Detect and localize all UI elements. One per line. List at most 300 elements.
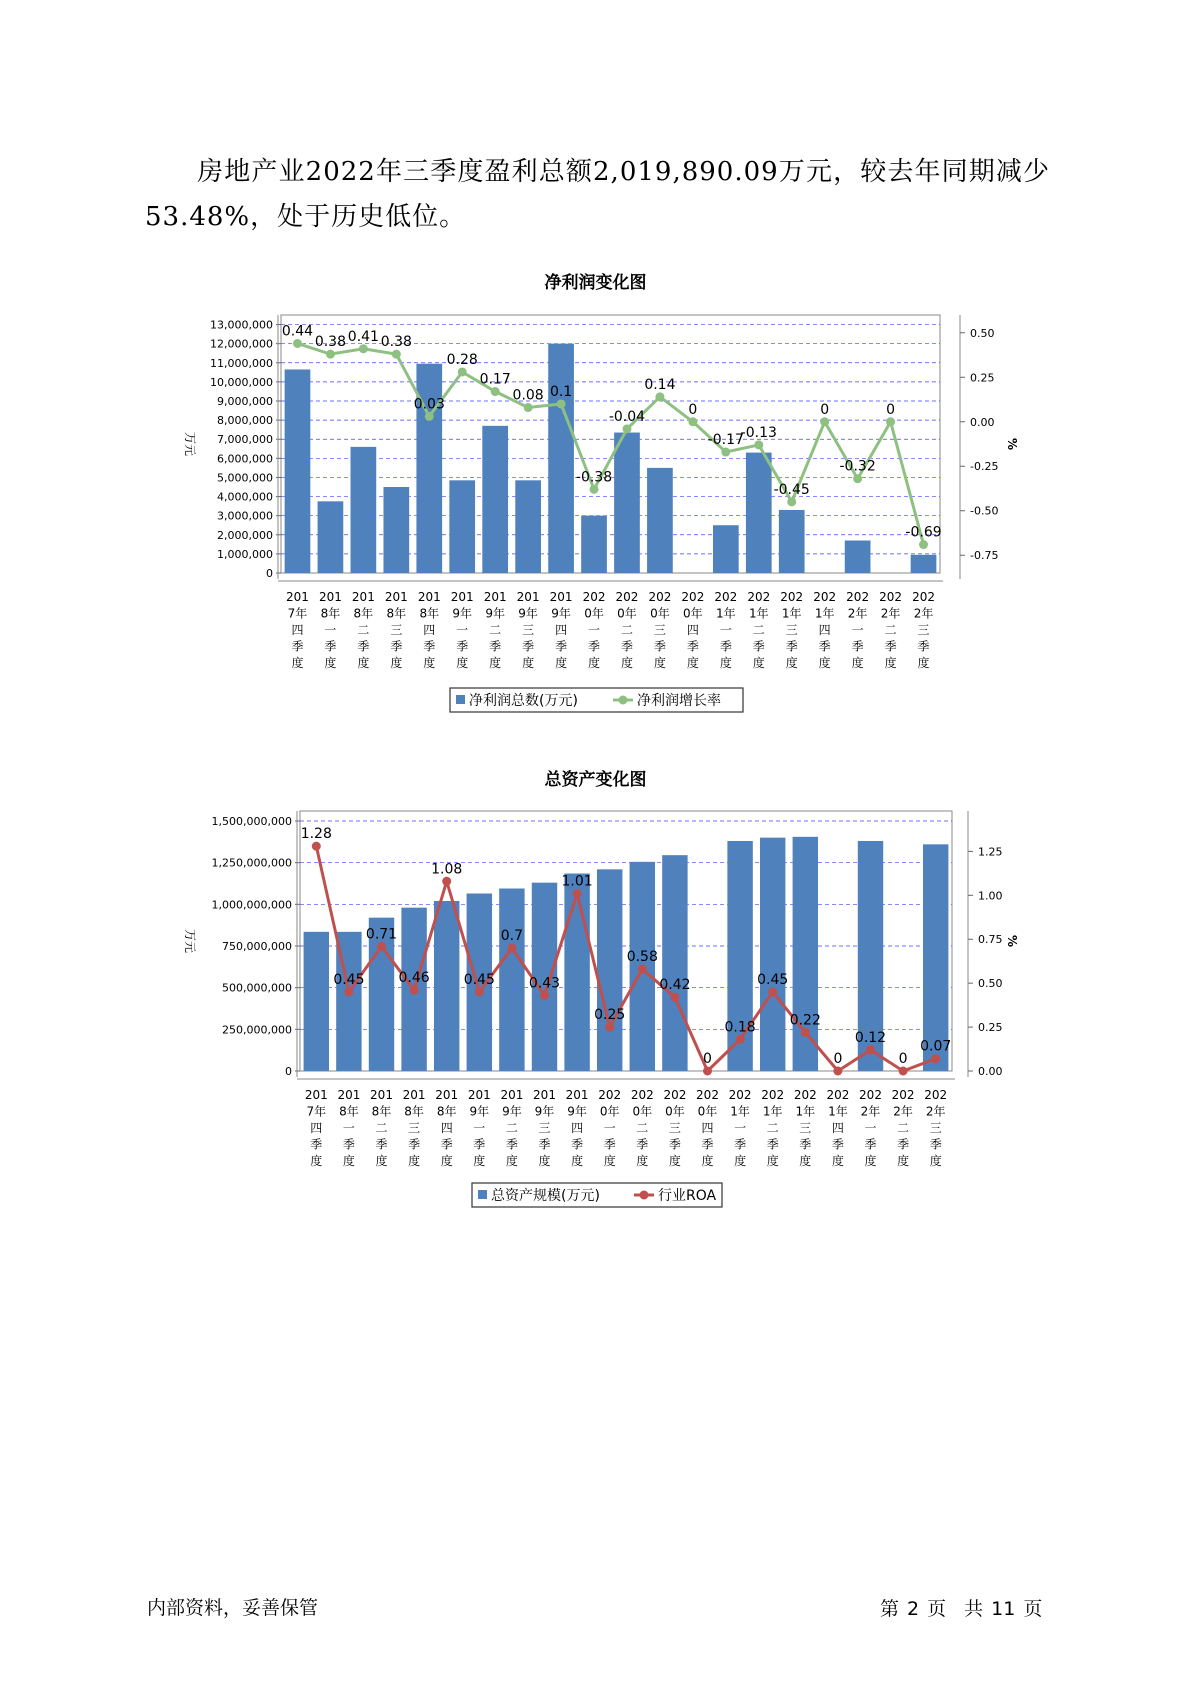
y2-tick-label: 0.25 bbox=[978, 1021, 1003, 1035]
net-profit-chart bbox=[0, 300, 1191, 740]
x-tick-label: 201 bbox=[318, 590, 342, 604]
x-tick-label: 季 bbox=[505, 1137, 518, 1152]
x-tick-label: 季 bbox=[734, 1137, 747, 1152]
data-label: 0.45 bbox=[333, 971, 365, 988]
x-tick-label: 202 bbox=[846, 590, 870, 604]
y2-tick-label: 0.50 bbox=[970, 326, 995, 340]
body-paragraph bbox=[145, 150, 1050, 240]
y2-tick-label: 0.00 bbox=[970, 415, 995, 429]
x-tick-label: 季 bbox=[538, 1137, 551, 1152]
x-tick-label: 度 bbox=[799, 1154, 812, 1168]
data-label: 0.45 bbox=[463, 971, 495, 988]
line-point bbox=[377, 942, 386, 951]
line-point bbox=[787, 497, 796, 506]
x-tick-label: 度 bbox=[636, 1154, 649, 1168]
x-tick-label: 四 bbox=[310, 1121, 323, 1135]
legend-line-marker bbox=[640, 1191, 649, 1200]
x-tick-label: 度 bbox=[324, 656, 337, 670]
bar bbox=[499, 889, 524, 1072]
bar bbox=[548, 344, 574, 573]
x-tick-label: 季 bbox=[818, 639, 831, 654]
data-label: 0.25 bbox=[594, 1007, 626, 1024]
legend-bar-label: 净利润总数(万元) bbox=[469, 693, 578, 709]
x-tick-label: 季 bbox=[929, 1137, 942, 1152]
x-tick-label: 季 bbox=[357, 639, 370, 654]
x-tick-label: 201 bbox=[435, 1088, 459, 1102]
x-tick-label: 2年 bbox=[925, 1104, 946, 1119]
x-tick-label: 季 bbox=[766, 1137, 779, 1152]
x-tick-label: 度 bbox=[719, 656, 732, 670]
x-tick-label: 三 bbox=[929, 1121, 942, 1135]
x-tick-label: 202 bbox=[879, 590, 903, 604]
y-tick-label: 7,000,000 bbox=[217, 433, 273, 447]
y2-tick-label: 0.00 bbox=[978, 1065, 1003, 1078]
x-tick-label: 1年 bbox=[828, 1104, 848, 1119]
x-tick-label: 季 bbox=[917, 639, 930, 654]
bar bbox=[911, 555, 937, 573]
x-tick-label: 度 bbox=[620, 656, 633, 670]
x-tick-label: 度 bbox=[375, 1154, 388, 1168]
line-point bbox=[721, 448, 730, 457]
x-tick-label: 季 bbox=[390, 639, 403, 654]
x-tick-label: 201 bbox=[384, 590, 408, 604]
x-tick-label: 季 bbox=[324, 639, 337, 654]
x-tick-label: 8年 bbox=[371, 1104, 392, 1119]
line-point bbox=[820, 417, 829, 426]
y-axis-title: 万元 bbox=[183, 928, 197, 954]
data-label: 0.18 bbox=[724, 1019, 756, 1036]
line-point bbox=[425, 412, 434, 421]
line-point bbox=[475, 987, 484, 996]
data-label: 0 bbox=[886, 401, 896, 418]
x-tick-label: 1年 bbox=[748, 606, 769, 621]
x-tick-label: 二 bbox=[752, 623, 765, 637]
x-tick-label: 8年 bbox=[404, 1104, 424, 1119]
x-tick-label: 201 bbox=[533, 1088, 556, 1102]
x-tick-label: 度 bbox=[423, 656, 436, 670]
x-tick-label: 度 bbox=[831, 1154, 844, 1168]
x-tick-label: 季 bbox=[653, 639, 666, 654]
data-label: 0.46 bbox=[398, 970, 430, 987]
x-tick-label: 2年 bbox=[893, 1104, 913, 1119]
bar bbox=[351, 447, 377, 573]
x-tick-label: 7年 bbox=[287, 606, 308, 621]
line-point bbox=[540, 991, 549, 1000]
x-tick-label: 度 bbox=[884, 656, 897, 670]
x-tick-label: 202 bbox=[714, 590, 738, 604]
x-tick-label: 度 bbox=[864, 1154, 877, 1168]
data-label: -0.13 bbox=[740, 424, 777, 441]
x-tick-label: 201 bbox=[337, 1088, 361, 1102]
bar bbox=[564, 874, 589, 1072]
y2-tick-label: 0.75 bbox=[978, 933, 1003, 947]
y-tick-label: 9,000,000 bbox=[217, 395, 273, 408]
bar bbox=[434, 901, 459, 1071]
x-tick-label: 季 bbox=[831, 1137, 844, 1152]
line-point bbox=[853, 474, 862, 483]
x-tick-label: 0年 bbox=[697, 1104, 718, 1119]
x-tick-label: 季 bbox=[799, 1137, 812, 1152]
y-tick-label: 13,000,000 bbox=[210, 318, 273, 332]
data-label: -0.32 bbox=[839, 458, 876, 475]
x-tick-label: 四 bbox=[440, 1121, 453, 1135]
y-tick-label: 6,000,000 bbox=[217, 452, 273, 466]
data-label: 0.08 bbox=[512, 387, 544, 404]
x-tick-label: 201 bbox=[304, 1088, 328, 1102]
y-tick-label: 750,000,000 bbox=[222, 940, 292, 953]
x-tick-label: 8年 bbox=[320, 606, 341, 621]
line-point bbox=[886, 417, 895, 426]
line-point bbox=[326, 350, 335, 359]
x-tick-label: 一 bbox=[851, 623, 864, 637]
y2-tick-label: -0.75 bbox=[970, 549, 999, 563]
data-label: -0.69 bbox=[905, 524, 942, 541]
legend-line-label: 行业ROA bbox=[658, 1188, 717, 1204]
x-tick-label: 202 bbox=[826, 1088, 850, 1102]
legend-bar-swatch bbox=[456, 695, 465, 704]
x-tick-label: 度 bbox=[752, 656, 765, 670]
x-tick-label: 三 bbox=[668, 1121, 681, 1135]
line-point bbox=[293, 339, 302, 348]
x-tick-label: 季 bbox=[864, 1137, 877, 1152]
x-tick-label: 季 bbox=[588, 639, 601, 654]
line-point bbox=[703, 1067, 712, 1076]
line-point bbox=[622, 424, 631, 433]
data-label: 0.28 bbox=[446, 351, 478, 368]
x-tick-label: 季 bbox=[489, 639, 502, 654]
x-tick-label: 202 bbox=[924, 1088, 948, 1102]
x-tick-label: 度 bbox=[818, 656, 831, 670]
bar bbox=[760, 838, 785, 1071]
x-tick-label: 0年 bbox=[599, 1104, 620, 1119]
x-tick-label: 9年 bbox=[551, 606, 571, 621]
x-tick-label: 季 bbox=[522, 639, 535, 654]
x-tick-label: 四 bbox=[571, 1121, 584, 1135]
x-tick-label: 度 bbox=[897, 1154, 910, 1168]
x-tick-label: 二 bbox=[489, 623, 502, 637]
x-tick-label: 度 bbox=[917, 656, 930, 670]
x-tick-label: 度 bbox=[929, 1154, 942, 1168]
line-point bbox=[573, 889, 582, 898]
x-tick-label: 202 bbox=[813, 590, 837, 604]
legend-bar-label: 总资产规模(万元) bbox=[491, 1188, 600, 1204]
x-tick-label: 8年 bbox=[419, 606, 440, 621]
line-point bbox=[866, 1045, 875, 1054]
x-tick-label: 度 bbox=[785, 656, 798, 670]
x-tick-label: 度 bbox=[440, 1154, 453, 1168]
x-tick-label: 四 bbox=[818, 623, 831, 637]
x-tick-label: 9年 bbox=[534, 1104, 555, 1119]
x-tick-label: 三 bbox=[538, 1121, 551, 1135]
x-tick-label: 二 bbox=[884, 623, 897, 637]
total-pages: 11 bbox=[991, 1598, 1016, 1620]
line-point bbox=[899, 1067, 908, 1076]
x-tick-label: 202 bbox=[630, 1088, 654, 1102]
x-tick-label: 季 bbox=[785, 639, 798, 654]
data-label: 0.44 bbox=[281, 323, 314, 340]
x-tick-label: 度 bbox=[851, 656, 864, 670]
x-tick-label: 三 bbox=[390, 623, 403, 637]
x-tick-label: 季 bbox=[342, 1137, 355, 1152]
y-tick-label: 8,000,000 bbox=[217, 414, 273, 428]
x-tick-label: 1年 bbox=[814, 606, 835, 621]
bar bbox=[647, 468, 673, 573]
x-tick-label: 9年 bbox=[567, 1104, 587, 1119]
plot-area bbox=[281, 315, 940, 573]
x-tick-label: 度 bbox=[686, 656, 699, 670]
data-label: 0.42 bbox=[659, 977, 691, 994]
data-label: 0.17 bbox=[479, 371, 511, 388]
line-point bbox=[736, 1035, 745, 1044]
y2-tick-label: 0.50 bbox=[978, 977, 1003, 991]
line-point bbox=[507, 944, 516, 953]
x-tick-label: 202 bbox=[912, 590, 935, 604]
x-tick-label: 度 bbox=[357, 656, 370, 670]
x-tick-label: 201 bbox=[516, 590, 540, 604]
x-tick-label: 202 bbox=[663, 1088, 687, 1102]
x-tick-label: 度 bbox=[588, 656, 601, 670]
x-tick-label: 度 bbox=[505, 1154, 518, 1168]
x-tick-label: 一 bbox=[734, 1121, 747, 1135]
x-tick-label: 9年 bbox=[518, 606, 538, 621]
x-tick-label: 三 bbox=[917, 623, 930, 637]
bar bbox=[383, 487, 409, 573]
x-tick-label: 三 bbox=[408, 1121, 421, 1135]
data-label: 0 bbox=[703, 1051, 712, 1067]
bar bbox=[845, 541, 871, 573]
x-tick-label: 0年 bbox=[650, 606, 670, 621]
bar bbox=[304, 932, 329, 1071]
x-tick-label: 2年 bbox=[860, 1104, 881, 1119]
x-tick-label: 季 bbox=[897, 1137, 910, 1152]
page-unit: 页 bbox=[927, 1598, 947, 1620]
x-tick-label: 8年 bbox=[436, 1104, 457, 1119]
x-tick-label: 8年 bbox=[386, 606, 407, 621]
x-tick-label: 季 bbox=[701, 1137, 714, 1152]
line-point bbox=[688, 417, 697, 426]
data-label: 0.45 bbox=[757, 971, 789, 988]
data-label: 0.12 bbox=[854, 1029, 887, 1046]
x-tick-label: 2年 bbox=[847, 606, 868, 621]
bar bbox=[581, 516, 607, 573]
x-tick-label: 201 bbox=[286, 590, 309, 604]
x-tick-label: 202 bbox=[696, 1088, 719, 1102]
bar bbox=[416, 364, 442, 573]
line-point bbox=[754, 440, 763, 449]
x-tick-label: 季 bbox=[884, 639, 897, 654]
x-tick-label: 季 bbox=[291, 639, 304, 654]
x-tick-label: 度 bbox=[538, 1154, 551, 1168]
line-point bbox=[312, 842, 321, 851]
data-label: 0.1 bbox=[549, 383, 573, 400]
x-tick-label: 1年 bbox=[781, 606, 802, 621]
x-tick-label: 202 bbox=[747, 590, 771, 604]
x-tick-label: 1年 bbox=[795, 1104, 816, 1119]
total-prefix: 共 bbox=[964, 1598, 984, 1620]
total-unit: 页 bbox=[1023, 1598, 1043, 1620]
bar bbox=[482, 426, 508, 573]
x-tick-label: 三 bbox=[522, 623, 535, 637]
line-point bbox=[931, 1054, 940, 1063]
footer-confidential-note: 内部资料，妥善保管 bbox=[147, 1597, 319, 1619]
x-tick-label: 四 bbox=[291, 623, 304, 637]
y-tick-label: 1,500,000,000 bbox=[211, 815, 292, 828]
x-tick-label: 度 bbox=[473, 1154, 486, 1168]
data-label: 0.7 bbox=[500, 928, 524, 945]
x-tick-label: 一 bbox=[719, 623, 732, 637]
x-tick-label: 201 bbox=[467, 1088, 491, 1102]
data-label: 1.08 bbox=[431, 861, 463, 878]
legend-line-marker bbox=[619, 696, 628, 705]
line-point bbox=[768, 987, 777, 996]
x-tick-label: 一 bbox=[864, 1121, 877, 1135]
x-tick-label: 二 bbox=[505, 1121, 518, 1135]
total-assets-chart bbox=[0, 795, 1191, 1235]
x-tick-label: 1年 bbox=[716, 606, 736, 621]
x-tick-label: 度 bbox=[408, 1154, 421, 1168]
y-tick-label: 1,250,000,000 bbox=[211, 856, 292, 870]
x-tick-label: 202 bbox=[648, 590, 672, 604]
x-tick-label: 二 bbox=[357, 623, 370, 637]
x-tick-label: 202 bbox=[761, 1088, 785, 1102]
x-tick-label: 度 bbox=[342, 1154, 355, 1168]
data-label: 0.38 bbox=[314, 334, 347, 351]
data-label: 1.01 bbox=[561, 873, 593, 890]
x-tick-label: 度 bbox=[456, 656, 469, 670]
x-tick-label: 9年 bbox=[452, 606, 473, 621]
x-tick-label: 季 bbox=[851, 639, 864, 654]
data-label: 0.43 bbox=[528, 975, 561, 992]
x-tick-label: 202 bbox=[681, 590, 705, 604]
line-point bbox=[670, 993, 679, 1002]
x-tick-label: 二 bbox=[620, 623, 633, 637]
bar bbox=[285, 369, 311, 573]
x-tick-label: 8年 bbox=[339, 1104, 359, 1119]
x-tick-label: 季 bbox=[408, 1137, 421, 1152]
line-point bbox=[638, 965, 647, 974]
x-tick-label: 度 bbox=[701, 1154, 714, 1168]
x-tick-label: 季 bbox=[668, 1137, 681, 1152]
x-tick-label: 0年 bbox=[617, 606, 637, 621]
x-tick-label: 一 bbox=[342, 1121, 355, 1135]
x-tick-label: 201 bbox=[450, 590, 474, 604]
x-tick-label: 季 bbox=[440, 1137, 453, 1152]
data-label: 1.28 bbox=[300, 826, 332, 843]
line-point bbox=[392, 350, 401, 359]
y-tick-label: 3,000,000 bbox=[217, 509, 273, 523]
y-tick-label: 0 bbox=[266, 567, 273, 580]
data-label: 0.41 bbox=[347, 328, 379, 345]
y-tick-label: 5,000,000 bbox=[217, 471, 273, 485]
line-point bbox=[491, 387, 500, 396]
x-tick-label: 1年 bbox=[730, 1104, 750, 1119]
x-tick-label: 季 bbox=[719, 639, 732, 654]
y2-axis-title: % bbox=[1005, 934, 1019, 948]
x-tick-label: 四 bbox=[423, 623, 436, 637]
x-tick-label: 一 bbox=[603, 1121, 616, 1135]
x-tick-label: 2年 bbox=[913, 606, 934, 621]
bar bbox=[923, 844, 948, 1071]
x-tick-label: 8年 bbox=[353, 606, 374, 621]
y-tick-label: 1,000,000,000 bbox=[211, 898, 292, 912]
x-tick-label: 三 bbox=[653, 623, 666, 637]
line-point bbox=[590, 485, 599, 494]
y-tick-label: 12,000,000 bbox=[210, 337, 273, 351]
y2-tick-label: -0.50 bbox=[970, 504, 999, 518]
y-tick-label: 250,000,000 bbox=[222, 1023, 292, 1037]
data-label: 0.14 bbox=[644, 376, 676, 393]
x-tick-label: 202 bbox=[615, 590, 639, 604]
x-tick-label: 季 bbox=[620, 639, 633, 654]
data-label: 0.03 bbox=[413, 396, 445, 413]
x-tick-label: 季 bbox=[375, 1137, 388, 1152]
x-tick-label: 202 bbox=[891, 1088, 915, 1102]
data-label: 0.38 bbox=[380, 334, 412, 351]
y2-tick-label: 1.25 bbox=[978, 845, 1003, 859]
legend-bar-swatch bbox=[478, 1190, 487, 1199]
x-tick-label: 0年 bbox=[665, 1104, 685, 1119]
line-point bbox=[344, 987, 353, 996]
x-tick-label: 四 bbox=[701, 1121, 714, 1135]
line-point bbox=[359, 344, 368, 353]
y-tick-label: 4,000,000 bbox=[217, 490, 273, 504]
x-tick-label: 7年 bbox=[306, 1104, 327, 1119]
paragraph-text: 房地产业2022年三季度盈利总额2,019,890.09万元，较去年同期减少53.48%，处于历史低位。 bbox=[145, 157, 1050, 232]
line-point bbox=[410, 986, 419, 995]
x-tick-label: 度 bbox=[390, 656, 403, 670]
line-point bbox=[458, 367, 467, 376]
x-tick-label: 度 bbox=[603, 1154, 616, 1168]
bar bbox=[713, 525, 739, 573]
y2-tick-label: 1.00 bbox=[978, 889, 1003, 903]
x-tick-label: 度 bbox=[653, 656, 666, 670]
line-point bbox=[524, 403, 533, 412]
y-tick-label: 1,000,000 bbox=[217, 547, 273, 561]
line-point bbox=[557, 399, 566, 408]
y2-tick-label: -0.25 bbox=[970, 460, 999, 474]
data-label: -0.04 bbox=[608, 408, 646, 425]
data-label: 0 bbox=[820, 401, 830, 418]
x-tick-label: 202 bbox=[728, 1088, 752, 1102]
x-tick-label: 0年 bbox=[683, 606, 703, 621]
x-tick-label: 度 bbox=[668, 1154, 681, 1168]
x-tick-label: 四 bbox=[831, 1121, 844, 1135]
x-tick-label: 一 bbox=[456, 623, 469, 637]
x-tick-label: 季 bbox=[555, 639, 568, 654]
page-number: 2 bbox=[907, 1598, 920, 1620]
x-tick-label: 0年 bbox=[584, 606, 604, 621]
x-tick-label: 季 bbox=[310, 1137, 323, 1152]
y-tick-label: 500,000,000 bbox=[222, 981, 292, 995]
data-label: 0 bbox=[688, 401, 698, 418]
data-label: 0.22 bbox=[789, 1012, 821, 1029]
chart2-title: 总资产变化图 bbox=[544, 770, 647, 790]
x-tick-label: 9年 bbox=[469, 1104, 490, 1119]
x-tick-label: 201 bbox=[483, 590, 507, 604]
bar bbox=[515, 480, 541, 573]
x-tick-label: 度 bbox=[489, 656, 502, 670]
x-tick-label: 二 bbox=[766, 1121, 779, 1135]
x-tick-label: 度 bbox=[310, 1154, 323, 1168]
x-tick-label: 201 bbox=[549, 590, 573, 604]
y2-axis-title: % bbox=[1005, 437, 1019, 451]
x-tick-label: 0年 bbox=[632, 1104, 653, 1119]
x-tick-label: 季 bbox=[423, 639, 436, 654]
line-point bbox=[655, 392, 664, 401]
line-point bbox=[801, 1028, 810, 1037]
x-tick-label: 度 bbox=[571, 1154, 584, 1168]
bar bbox=[449, 480, 475, 573]
